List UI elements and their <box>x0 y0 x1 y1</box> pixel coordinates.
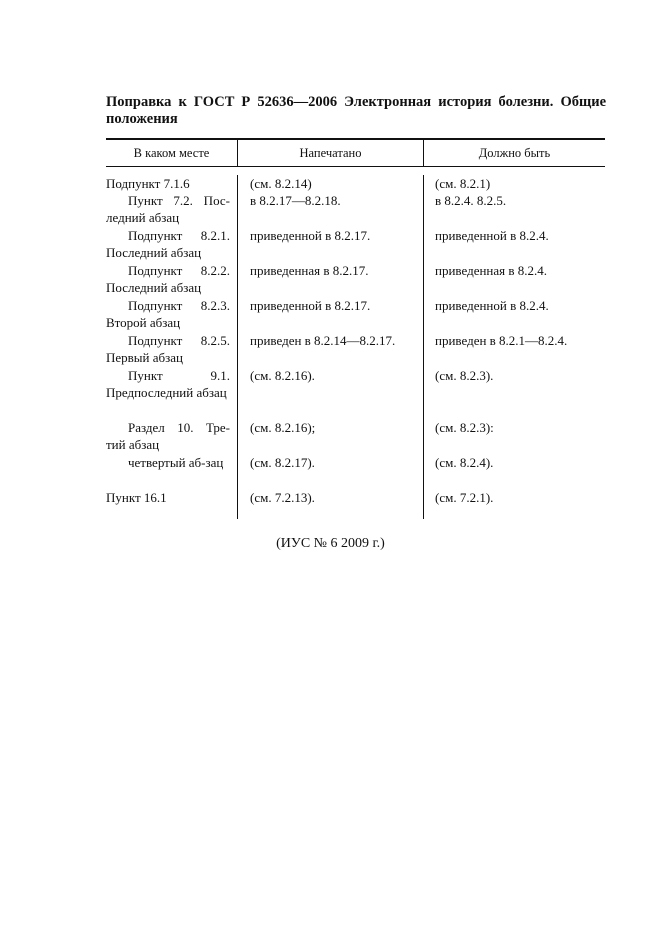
table-cell-should: (см. 8.2.3). <box>435 368 494 383</box>
table-cell-where: Пункт 9.1. Предпоследний абзац <box>106 368 230 401</box>
column-where <box>106 175 238 519</box>
table-cell-printed: (см. 7.2.13). <box>250 490 315 505</box>
table-cell-printed: (см. 8.2.14) <box>250 176 312 191</box>
column-should <box>424 175 605 519</box>
table-cell-where: Подпункт 8.2.3. Второй абзац <box>106 298 230 331</box>
table-cell-printed: приведенной в 8.2.17. <box>250 298 371 313</box>
table-cell-where: четвертый аб-зац <box>128 455 224 470</box>
header-should-label: Должно быть <box>478 145 551 160</box>
table-cell-printed: (см. 8.2.17). <box>250 455 315 470</box>
document-title: Поправка к ГОСТ Р 52636—2006 Электронная история болезни. Общие положения <box>106 94 606 127</box>
table-cell-should: (см. 8.2.3): <box>435 420 494 435</box>
table-cell-where: Пункт 16.1 <box>106 490 167 505</box>
table-cell-should: приведенная в 8.2.4. <box>435 263 548 278</box>
table-cell-where: Пункт 7.2. Пос-ледний абзац <box>106 193 230 226</box>
table-cell-should: приведенной в 8.2.4. <box>435 228 549 243</box>
table-cell-where: Раздел 10. Тре-тий абзац <box>106 420 230 453</box>
table-cell-should: (см. 8.2.4). <box>435 455 494 470</box>
table-cell-printed: (см. 8.2.16). <box>250 368 315 383</box>
table-cell-should: приведенной в 8.2.4. <box>435 298 549 313</box>
table-cell-should: (см. 8.2.1) <box>435 176 491 191</box>
footer-reference: (ИУС № 6 2009 г.) <box>276 536 385 551</box>
table-cell-where: Подпункт 7.1.6 <box>106 176 190 191</box>
table-header-row <box>106 140 605 166</box>
header-should <box>424 140 605 166</box>
table-cell-printed: приведенной в 8.2.17. <box>250 228 371 243</box>
header-printed-label: Напечатано <box>299 145 362 160</box>
table-cell-where: Подпункт 8.2.2. Последний абзац <box>106 263 230 296</box>
table-body <box>106 167 605 519</box>
table-cell-should: (см. 7.2.1). <box>435 490 494 505</box>
table-cell-where: Подпункт 8.2.5. Первый абзац <box>106 333 230 366</box>
header-where <box>106 140 238 166</box>
table-cell-should: в 8.2.4. 8.2.5. <box>435 193 507 208</box>
table-cell-printed: (см. 8.2.16); <box>250 420 316 435</box>
table-cell-should: приведен в 8.2.1—8.2.4. <box>435 333 568 348</box>
header-where-label: В каком месте <box>133 145 210 160</box>
table-cell-printed: приведен в 8.2.14—8.2.17. <box>250 333 396 348</box>
table-cell-where: Подпункт 8.2.1. Последний абзац <box>106 228 230 261</box>
table-cell-printed: в 8.2.17—8.2.18. <box>250 193 341 208</box>
table-cell-printed: приведенная в 8.2.17. <box>250 263 369 278</box>
column-printed <box>238 175 424 519</box>
correction-table <box>106 138 605 519</box>
header-printed <box>238 140 424 166</box>
